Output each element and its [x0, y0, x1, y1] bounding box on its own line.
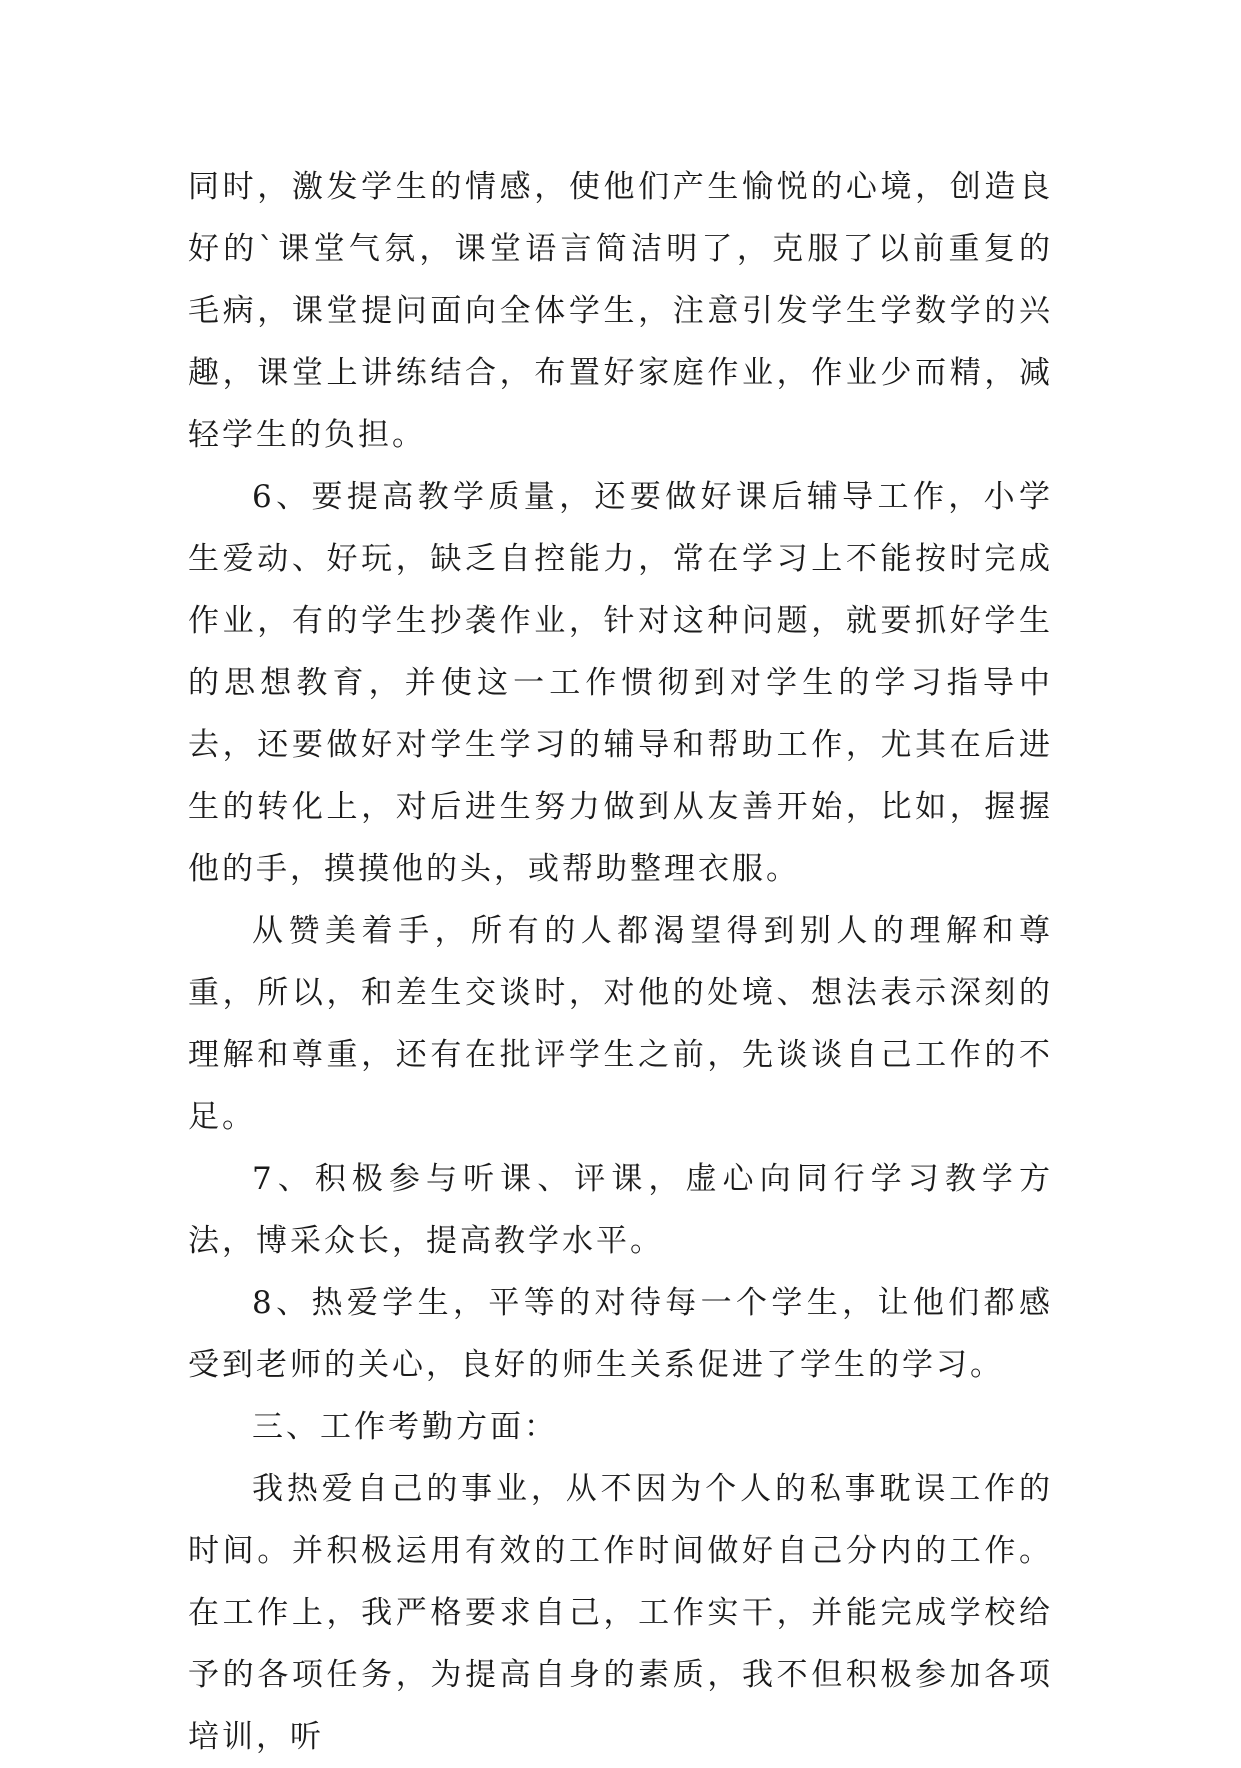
paragraph-1: 同时，激发学生的情感，使他们产生愉悦的心境，创造良好的`课堂气氛，课堂语言简洁明了，克服了以前重复的毛病，课堂提问面向全体学生，注意引发学生学数学的兴趣，课堂上讲练结合，布置好家庭作业，作业少而精，减轻学生的负担。: [188, 169, 1053, 453]
section-heading: 三、工作考勤方面：: [252, 1409, 558, 1445]
paragraph-6: 我热爱自己的事业，从不因为个人的私事耽误工作的时间。并积极运用有效的工作时间做好自己分内的工作。在工作上，我严格要求自己，工作实干，并能完成学校给予的各项任务，为提高自身的素质，我不但积极参加各项培训，听: [188, 1471, 1053, 1755]
paragraph-5: 8、热爱学生，平等的对待每一个学生，让他们都感受到老师的关心，良好的师生关系促进了学生的学习。: [188, 1285, 1053, 1383]
paragraph-3: 从赞美着手，所有的人都渴望得到别人的理解和尊重，所以，和差生交谈时，对他的处境、想法表示深刻的理解和尊重，还有在批评学生之前，先谈谈自己工作的不足。: [188, 913, 1053, 1135]
paragraph-2: 6、要提高教学质量，还要做好课后辅导工作，小学生爱动、好玩，缺乏自控能力，常在学习上不能按时完成作业，有的学生抄袭作业，针对这种问题，就要抓好学生的思想教育，并使这一工作惯彻到对学生的学习指导中去，还要做好对学生学习的辅导和帮助工作，尤其在后进生的转化上，对后进生努力做到从友善开始，比如，握握他的手，摸摸他的头，或帮助整理衣服。: [188, 479, 1053, 887]
body-text: [188, 156, 1053, 1768]
paragraph-4: 7、积极参与听课、评课，虚心向同行学习教学方法，博采众长，提高教学水平。: [188, 1161, 1053, 1259]
